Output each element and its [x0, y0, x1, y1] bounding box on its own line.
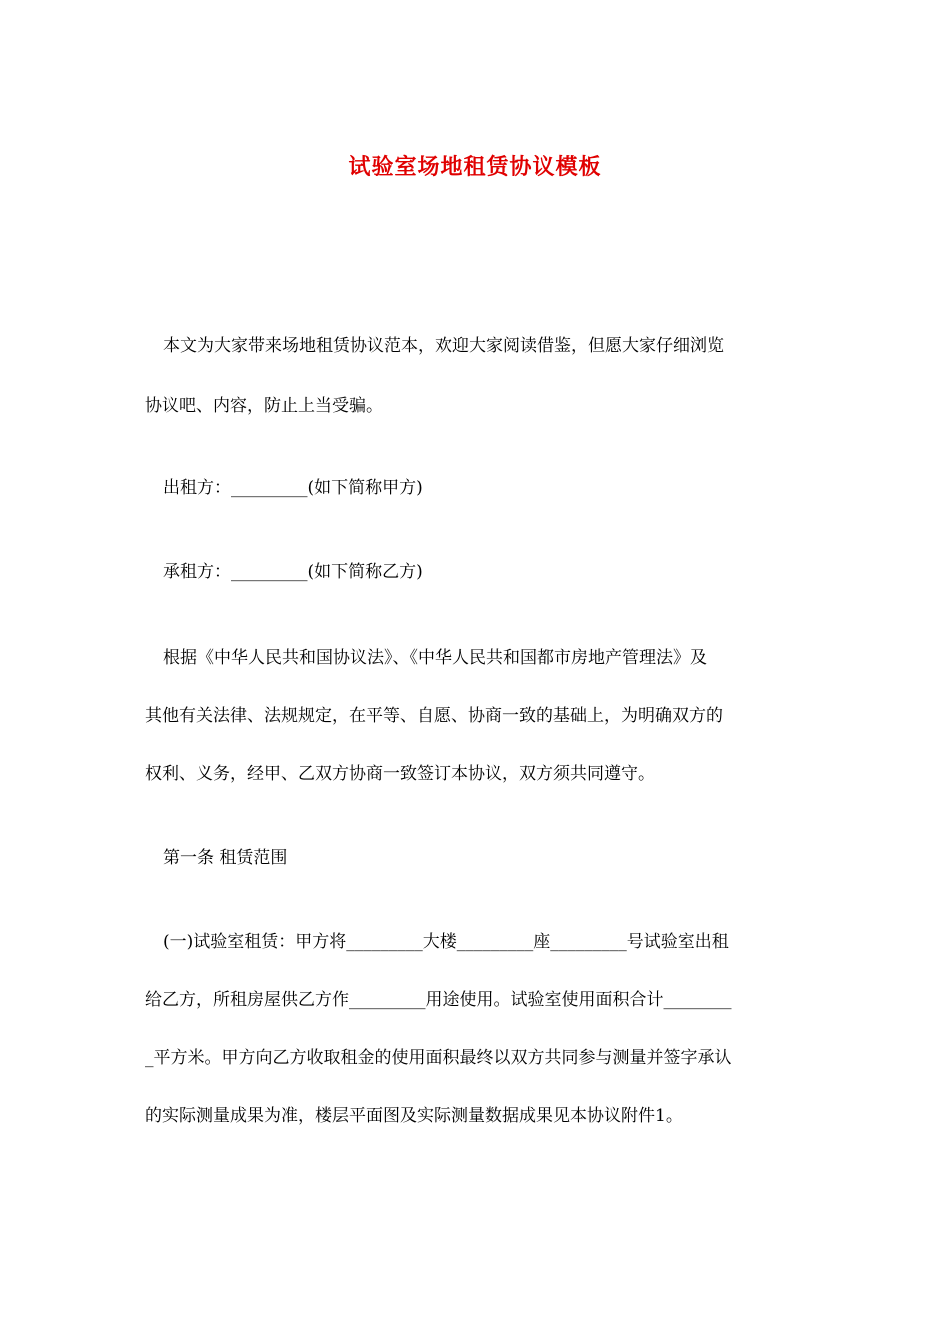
document-title: 试验室场地租赁协议模板	[348, 154, 602, 180]
article-1-heading: 第一条 租赁范围	[163, 848, 288, 868]
basis-line-2: 其他有关法律、法规规定，在平等、自愿、协商一致的基础上，为明确双方的	[145, 706, 723, 726]
clause-1-line-2: 给乙方，所租房屋供乙方作_________用途使用。试验室使用面积合计________	[145, 990, 732, 1010]
clause-1-line-1: (一)试验室租赁：甲方将_________大楼_________座_________号试验室出租	[163, 932, 729, 952]
intro-line-2: 协议吧、内容，防止上当受骗。	[145, 396, 383, 416]
lessor-line: 出租方：_________(如下简称甲方)	[163, 478, 423, 498]
basis-line-3: 权利、义务，经甲、乙双方协商一致签订本协议，双方须共同遵守。	[145, 764, 655, 784]
intro-line-1: 本文为大家带来场地租赁协议范本，欢迎大家阅读借鉴，但愿大家仔细浏览	[163, 336, 724, 356]
clause-1-line-3: _平方米。甲方向乙方收取租金的使用面积最终以双方共同参与测量并签字承认	[145, 1048, 732, 1068]
basis-line-1: 根据《中华人民共和国协议法》、《中华人民共和国都市房地产管理法》及	[163, 648, 707, 668]
lessee-line: 承租方：_________(如下简称乙方)	[163, 562, 423, 582]
clause-1-line-4: 的实际测量成果为准，楼层平面图及实际测量数据成果见本协议附件1。	[145, 1106, 683, 1126]
